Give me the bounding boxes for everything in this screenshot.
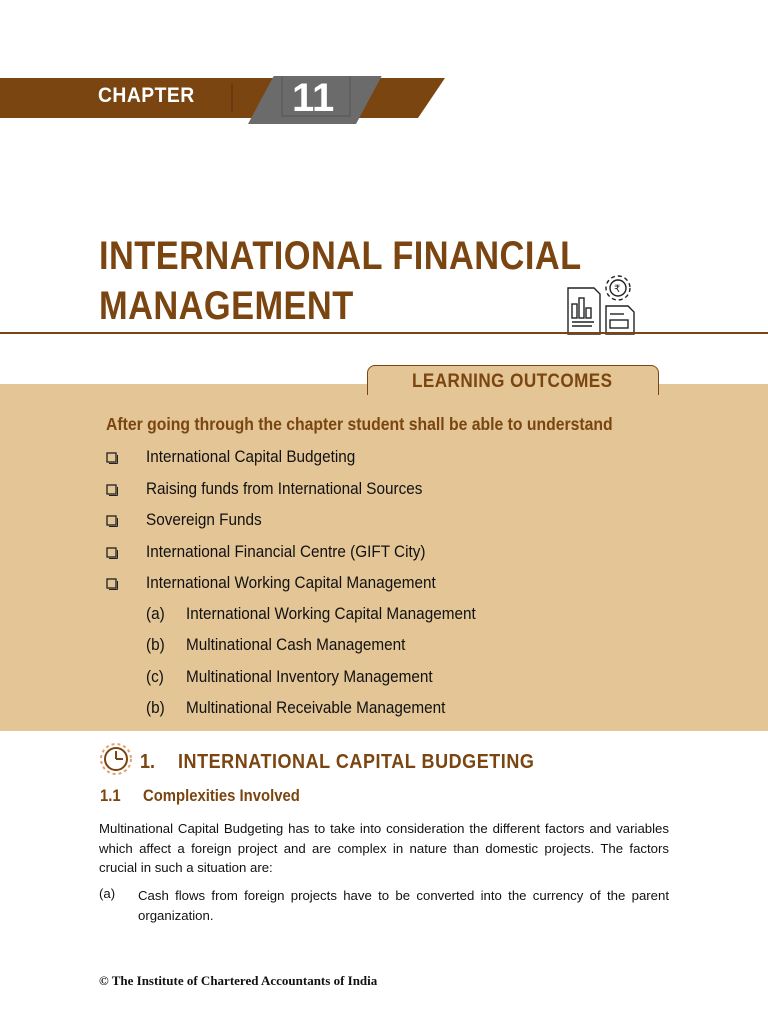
subsection-title: Complexities Involved <box>143 787 300 805</box>
checkbox-bullet-icon <box>106 578 118 590</box>
svg-text:₹: ₹ <box>614 284 621 295</box>
outcome-subitem: Multinational Cash Management <box>186 635 406 654</box>
list-item-text: Cash flows from foreign projects have to be converted into the currency of the parent organization. <box>138 888 669 923</box>
outcome-subitem-letter: (b) <box>146 635 165 654</box>
checkbox-bullet-icon <box>106 515 118 527</box>
section-title: INTERNATIONAL CAPITAL BUDGETING <box>178 751 535 773</box>
chapter-banner <box>0 76 450 126</box>
clock-icon <box>98 740 134 776</box>
title-divider <box>0 332 768 334</box>
outcome-item: International Working Capital Management <box>146 573 436 592</box>
outcome-item: International Capital Budgeting <box>146 447 356 466</box>
chapter-title-line1: INTERNATIONAL FINANCIAL <box>99 234 582 278</box>
chapter-label: CHAPTER <box>98 84 195 107</box>
checkbox-bullet-icon <box>106 484 118 496</box>
subsection-number: 1.1 <box>100 787 121 805</box>
outcome-subitem: International Working Capital Management <box>186 604 476 623</box>
outcome-item: International Financial Centre (GIFT City) <box>146 542 426 561</box>
outcome-item: Sovereign Funds <box>146 510 262 529</box>
outcome-subitem-letter: (b) <box>146 698 165 717</box>
outcome-subitem-letter: (c) <box>146 667 164 686</box>
chapter-title-line2: MANAGEMENT <box>99 284 354 328</box>
checkbox-bullet-icon <box>106 547 118 559</box>
outcome-subitem: Multinational Receivable Management <box>186 698 446 717</box>
finance-documents-icon <box>562 270 638 336</box>
page-footer: © The Institute of Chartered Accountants of India <box>99 973 378 988</box>
chapter-number: 11 <box>292 76 335 120</box>
checkbox-bullet-icon <box>106 452 118 464</box>
outcome-subitem: Multinational Inventory Management <box>186 667 433 686</box>
learning-outcomes-heading: LEARNING OUTCOMES <box>412 371 613 392</box>
list-item-letter: (a) <box>99 886 116 901</box>
section-number: 1. <box>140 751 156 773</box>
outcome-subitem-letter: (a) <box>146 604 165 623</box>
learning-outcomes-intro: After going through the chapter student shall be able to understand <box>106 414 613 434</box>
outcome-item: Raising funds from International Sources <box>146 479 423 498</box>
body-paragraph: Multinational Capital Budgeting has to take into consideration the different factors and variables which affect a foreign project and are complex in nature than domestic projects. The factors crucial in such a situation are: <box>99 821 669 875</box>
